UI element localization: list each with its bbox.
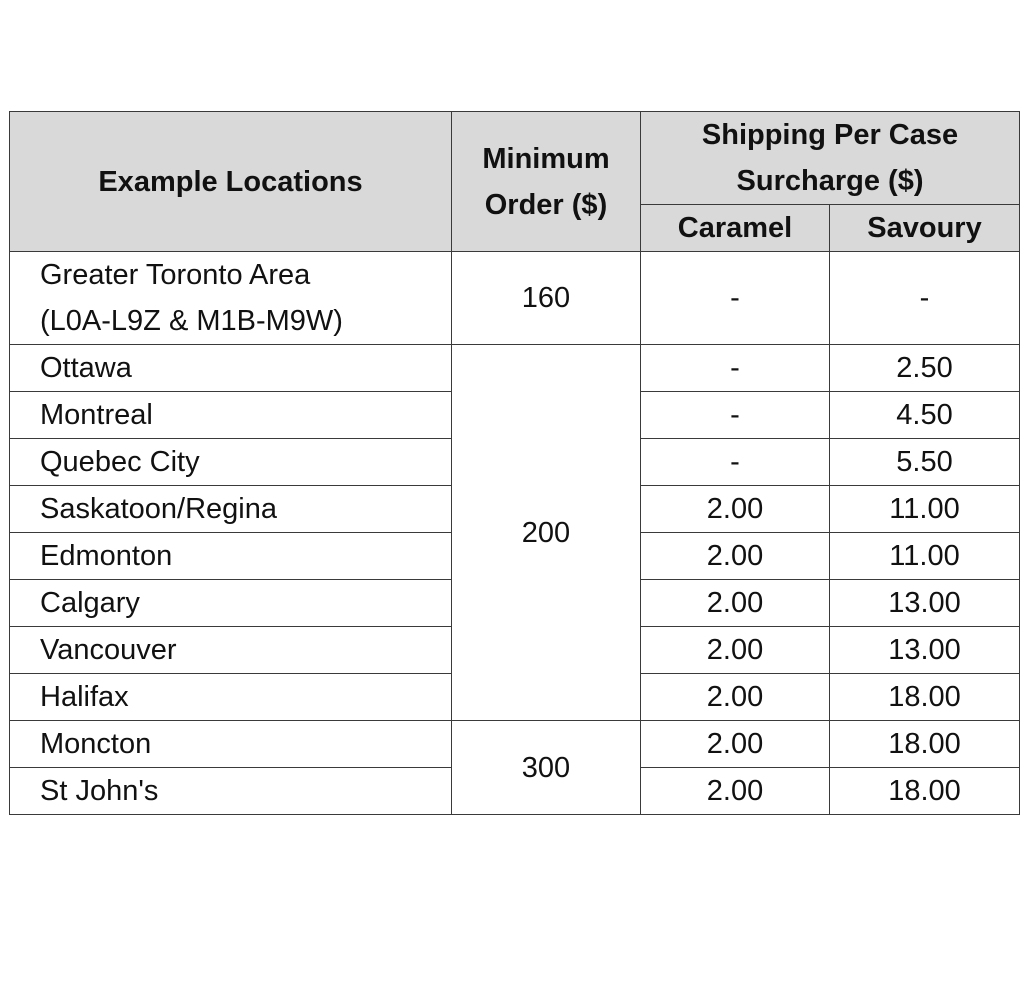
caramel-cell: 2.00 xyxy=(641,486,830,533)
caramel-cell: - xyxy=(641,392,830,439)
savoury-cell: 13.00 xyxy=(830,580,1020,627)
location-cell: Montreal xyxy=(10,392,452,439)
location-cell: Ottawa xyxy=(10,345,452,392)
location-cell xyxy=(10,252,452,345)
table-row xyxy=(10,345,1020,392)
table-row xyxy=(10,252,1020,345)
caramel-cell: 2.00 xyxy=(641,580,830,627)
savoury-cell: 5.50 xyxy=(830,439,1020,486)
savoury-cell: 18.00 xyxy=(830,674,1020,721)
caramel-cell: - xyxy=(641,252,830,345)
location-cell: Saskatoon/Regina xyxy=(10,486,452,533)
shipping-rates-table xyxy=(9,111,1020,815)
location-cell: Quebec City xyxy=(10,439,452,486)
caramel-cell: 2.00 xyxy=(641,768,830,815)
location-cell: Vancouver xyxy=(10,627,452,674)
savoury-cell: 4.50 xyxy=(830,392,1020,439)
table-body xyxy=(10,252,1020,815)
header-minimum-order xyxy=(452,112,641,252)
caramel-cell: 2.00 xyxy=(641,721,830,768)
header-shipping-surcharge-line2: Surcharge ($) xyxy=(736,165,924,197)
location-line2: (L0A-L9Z & M1B-M9W) xyxy=(40,305,343,337)
header-savoury: Savoury xyxy=(830,205,1020,252)
caramel-cell: 2.00 xyxy=(641,627,830,674)
location-cell: Moncton xyxy=(10,721,452,768)
location-cell: Edmonton xyxy=(10,533,452,580)
header-caramel: Caramel xyxy=(641,205,830,252)
location-line1: Greater Toronto Area xyxy=(40,259,311,291)
header-example-locations: Example Locations xyxy=(10,112,452,252)
location-cell: St John's xyxy=(10,768,452,815)
minimum-order-cell: 300 xyxy=(452,721,641,815)
table-row xyxy=(10,721,1020,768)
caramel-cell: 2.00 xyxy=(641,674,830,721)
location-cell: Halifax xyxy=(10,674,452,721)
header-minimum-order-line1: Minimum xyxy=(482,142,610,175)
savoury-cell: 13.00 xyxy=(830,627,1020,674)
savoury-cell: 18.00 xyxy=(830,768,1020,815)
caramel-cell: - xyxy=(641,439,830,486)
location-cell: Calgary xyxy=(10,580,452,627)
savoury-cell: - xyxy=(830,252,1020,345)
header-row-top xyxy=(10,112,1020,205)
table-header xyxy=(10,112,1020,252)
caramel-cell: - xyxy=(641,345,830,392)
header-shipping-surcharge-line1: Shipping Per Case xyxy=(701,119,959,151)
savoury-cell: 18.00 xyxy=(830,721,1020,768)
header-shipping-surcharge xyxy=(641,112,1020,205)
savoury-cell: 11.00 xyxy=(830,533,1020,580)
savoury-cell: 11.00 xyxy=(830,486,1020,533)
caramel-cell: 2.00 xyxy=(641,533,830,580)
savoury-cell: 2.50 xyxy=(830,345,1020,392)
header-minimum-order-line2: Order ($) xyxy=(484,188,608,221)
minimum-order-cell: 200 xyxy=(452,345,641,721)
minimum-order-cell: 160 xyxy=(452,252,641,345)
